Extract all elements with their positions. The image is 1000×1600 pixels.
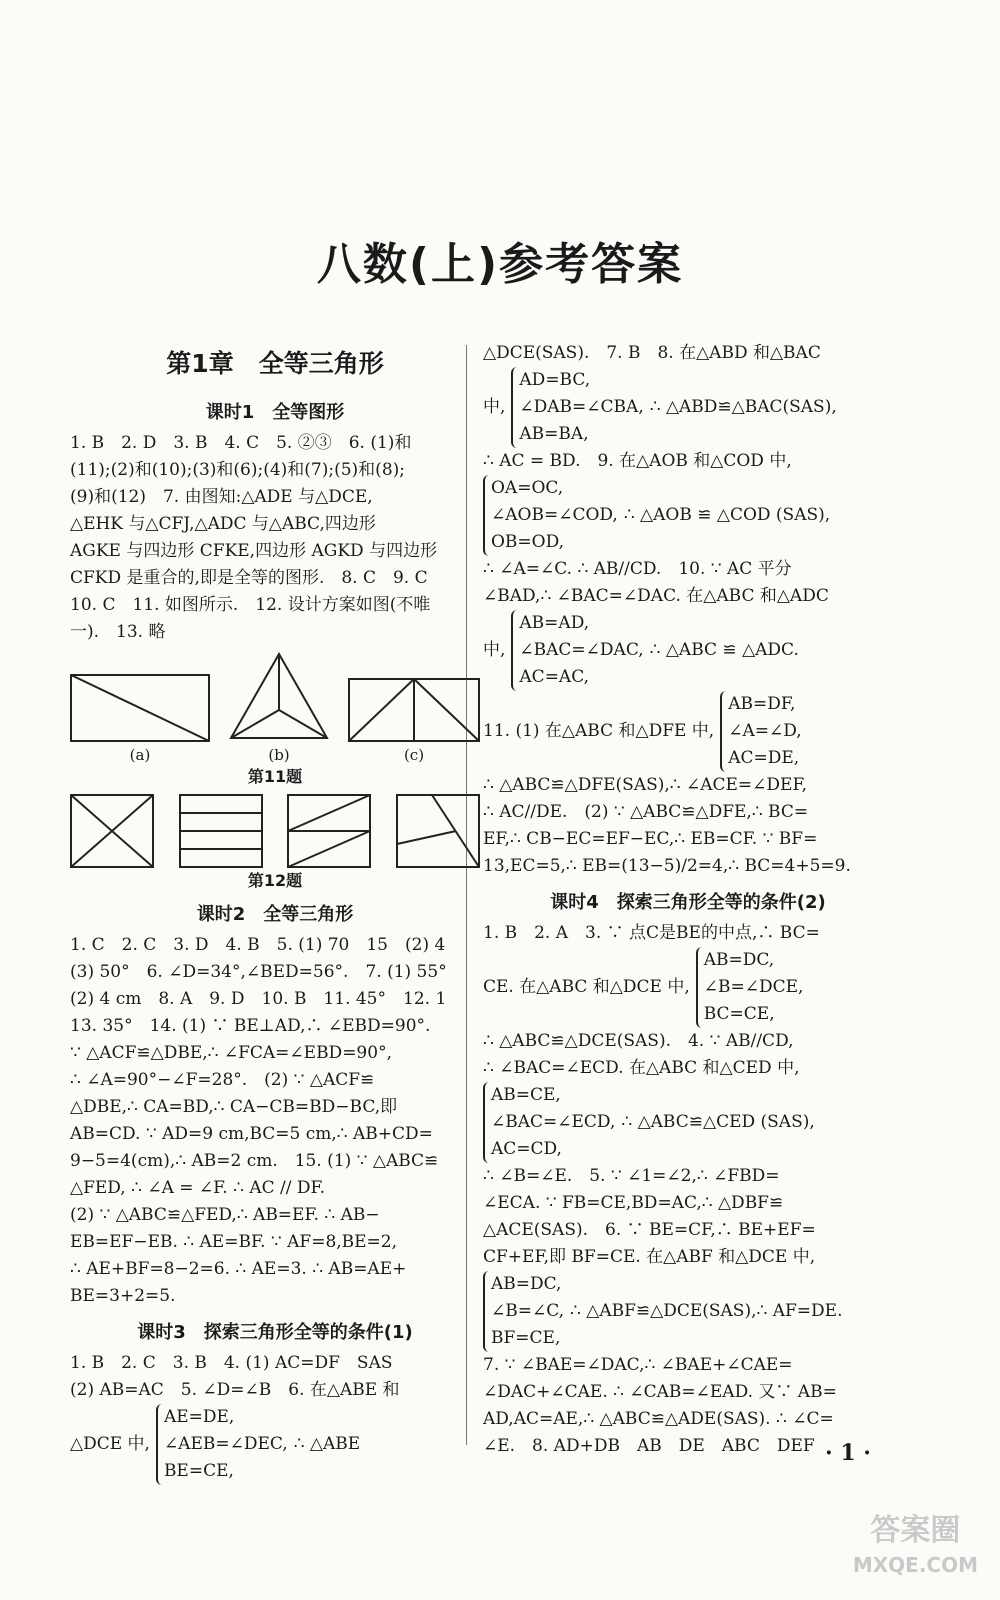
answer-line: △ACE(SAS). 6. ∵ BE=CF,∴ BE+EF= <box>483 1220 816 1240</box>
condition-brace <box>511 610 643 691</box>
figure-12-row <box>70 794 480 868</box>
condition-prefix: 中, <box>483 397 506 417</box>
condition-system <box>483 610 893 691</box>
condition-brace <box>483 1082 615 1163</box>
figure-11a-label: (a) <box>129 746 151 764</box>
condition-system <box>70 1404 480 1485</box>
figure-12b <box>179 794 263 868</box>
answer-line: (2) 4 cm 8. A 9. D 10. B 11. 45° 12. 1 <box>70 989 447 1009</box>
answer-line: ∠BAD,∴ ∠BAC=∠DAC. 在△ABC 和△ADC <box>483 586 829 606</box>
answer-line: ∴ AC//DE. (2) ∵ △ABC≌△DFE,∴ BC= <box>483 802 809 822</box>
condition-system <box>483 1271 893 1352</box>
figure-12c <box>287 794 371 868</box>
condition-item: AB=BA, <box>519 424 589 444</box>
condition-item: AB=DF, <box>728 694 796 714</box>
condition-prefix: 11. (1) 在△ABC 和△DFE 中, <box>483 721 715 741</box>
figure-12-caption: 第12题 <box>247 871 303 890</box>
condition-suffix: ∴ △ABF≌△DCE(SAS),∴ AF=DE. <box>570 1301 843 1321</box>
answer-line: 9−5=4(cm),∴ AB=2 cm. 15. (1) ∵ △ABC≌ <box>70 1151 439 1171</box>
lesson1-heading: 课时1 全等图形 <box>205 402 345 423</box>
answer-line: 1. B 2. C 3. B 4. (1) AC=DF SAS <box>70 1353 393 1373</box>
answer-line: ∴ ∠A=90°−∠F=28°. (2) ∵ △ACF≌ <box>70 1070 375 1090</box>
condition-item: ∠B=∠DCE, <box>703 977 804 997</box>
answer-line: ∴ AC = BD. 9. 在△AOB 和△COD 中, <box>483 451 792 471</box>
condition-item: AC=CD, <box>491 1139 562 1159</box>
condition-brace <box>483 475 618 556</box>
condition-item: AE=DE, <box>163 1407 235 1427</box>
condition-item: BE=CE, <box>163 1461 234 1481</box>
condition-item: OA=OC, <box>491 478 564 498</box>
left-column <box>70 340 480 1485</box>
answer-line: 1. B 2. A 3. ∵ 点C是BE的中点,∴ BC= <box>483 923 820 943</box>
condition-item: ∠B=∠C, <box>491 1301 565 1321</box>
answer-line: AGKE 与四边形 CFKE,四边形 AGKD 与四边形 <box>70 541 438 561</box>
figure-11b <box>229 652 329 764</box>
figure-11b-label: (b) <box>268 746 290 764</box>
figure-11a <box>70 674 210 764</box>
answer-line: ∴ △ABC≌△DFE(SAS),∴ ∠ACE=∠DEF, <box>483 775 808 795</box>
answer-line: EF,∴ CB−EC=EF−EC,∴ EB=CF. ∵ BF= <box>483 829 818 849</box>
watermark-logo <box>853 1514 978 1582</box>
condition-suffix: ∴ △ABE <box>293 1434 361 1454</box>
condition-prefix: △DCE 中, <box>70 1434 150 1454</box>
answer-line: AD,AC=AE,∴ △ABC≌△ADE(SAS). ∴ ∠C= <box>483 1409 834 1429</box>
figure-11c <box>348 678 480 764</box>
answer-line: (2) AB=AC 5. ∠D=∠B 6. 在△ABE 和 <box>70 1380 400 1400</box>
answer-line: 一). 13. 略 <box>70 622 166 642</box>
answer-line: (3) 50° 6. ∠D=34°,∠BED=56°. 7. (1) 55° <box>70 962 447 982</box>
lesson3-heading: 课时3 探索三角形全等的条件(1) <box>137 1322 413 1343</box>
condition-brace <box>483 1271 564 1352</box>
answer-line: 1. B 2. D 3. B 4. C 5. ②③ 6. (1)和 <box>70 433 412 453</box>
condition-item: ∠BAC=∠ECD, <box>491 1112 616 1132</box>
answer-line: ∴ △ABC≌△DCE(SAS). 4. ∵ AB//CD, <box>483 1031 794 1051</box>
condition-item: ∠A=∠D, <box>728 721 802 741</box>
condition-suffix: ∴ △ABC ≌ △ADC. <box>649 640 799 660</box>
answer-line: (2) ∵ △ABC≌△FED,∴ AB=EF. ∴ AB− <box>70 1205 380 1225</box>
answer-line: (9)和(12) 7. 由图知:△ADE 与△DCE, <box>70 487 373 507</box>
answer-line: ∵ △ACF≌△DBE,∴ ∠FCA=∠EBD=90°, <box>70 1043 392 1063</box>
condition-item: OB=OD, <box>491 532 565 552</box>
figure-11-caption: 第11题 <box>247 767 303 786</box>
condition-item: AC=AC, <box>519 667 590 687</box>
condition-suffix: ∴ △ABD≌△BAC(SAS), <box>649 397 837 417</box>
condition-brace <box>720 691 801 772</box>
right-column <box>483 340 893 1460</box>
condition-item: BF=CE, <box>491 1328 561 1348</box>
condition-suffix: ∴ △AOB ≌ △COD (SAS), <box>623 505 831 525</box>
lesson1-body <box>70 430 480 646</box>
condition-item: AB=AD, <box>519 613 590 633</box>
answer-line: BE=3+2=5. <box>70 1286 176 1306</box>
condition-item: AD=BC, <box>519 370 591 390</box>
answer-line: 13,EC=5,∴ EB=(13−5)/2=4,∴ BC=4+5=9. <box>483 856 851 876</box>
chapter-heading: 第1章 全等三角形 <box>166 349 384 378</box>
figure-12a <box>70 794 154 868</box>
lesson3-body <box>70 1350 480 1485</box>
condition-brace <box>156 1404 288 1485</box>
page-number: · 1 · <box>825 1440 871 1466</box>
answer-line: (11);(2)和(10);(3)和(6);(4)和(7);(5)和(8); <box>70 460 405 480</box>
answer-line: 1. C 2. C 3. D 4. B 5. (1) 70 15 (2) 4 <box>70 935 446 955</box>
answer-line: AB=CD. ∵ AD=9 cm,BC=5 cm,∴ AB+CD= <box>70 1124 433 1144</box>
answer-line: △DBE,∴ CA=BD,∴ CA−CB=BD−BC,即 <box>70 1097 398 1117</box>
condition-item: ∠AEB=∠DEC, <box>163 1434 288 1454</box>
condition-system <box>483 367 893 448</box>
condition-prefix: CE. 在△ABC 和△DCE 中, <box>483 977 690 997</box>
watermark-text: 答案圈 <box>870 1513 961 1548</box>
answer-line: ∠ECA. ∵ FB=CE,BD=AC,∴ △DBF≌ <box>483 1193 784 1213</box>
watermark-url: MXQE.COM <box>852 1553 978 1577</box>
answer-line: ∴ ∠A=∠C. ∴ AB//CD. 10. ∵ AC 平分 <box>483 559 792 579</box>
answer-line: △FED, ∴ ∠A = ∠F. ∴ AC // DF. <box>70 1178 326 1198</box>
figure-11c-label: (c) <box>403 746 425 764</box>
condition-brace <box>696 947 804 1028</box>
answer-line: ∠DAC+∠CAE. ∴ ∠CAB=∠EAD. 又∵ AB= <box>483 1382 837 1402</box>
condition-item: AC=DE, <box>728 748 800 768</box>
lesson4-heading: 课时4 探索三角形全等的条件(2) <box>550 892 826 913</box>
condition-item: AB=DC, <box>703 950 775 970</box>
answer-line: 7. ∵ ∠BAE=∠DAC,∴ ∠BAE+∠CAE= <box>483 1355 793 1375</box>
lesson2-heading: 课时2 全等三角形 <box>196 904 354 925</box>
condition-item: BC=CE, <box>703 1004 775 1024</box>
answer-line: △DCE(SAS). 7. B 8. 在△ABD 和△BAC <box>483 343 821 363</box>
answer-line: ∴ AE+BF=8−2=6. ∴ AE=3. ∴ AB=AE+ <box>70 1259 407 1279</box>
condition-item: ∠BAC=∠DAC, <box>519 640 644 660</box>
condition-prefix: 中, <box>483 640 506 660</box>
answer-line: △EHK 与△CFJ,△ADC 与△ABC,四边形 <box>70 514 376 534</box>
answer-line: CFKD 是重合的,即是全等的图形. 8. C 9. C <box>70 568 428 588</box>
condition-system <box>483 947 893 1028</box>
answer-line: EB=EF−EB. ∴ AE=BF. ∵ AF=8,BE=2, <box>70 1232 398 1252</box>
condition-item: ∠AOB=∠COD, <box>491 505 618 525</box>
answer-line: ∴ ∠BAC=∠ECD. 在△ABC 和△CED 中, <box>483 1058 800 1078</box>
lesson2-body <box>70 932 480 1310</box>
answer-line: CF+EF,即 BF=CE. 在△ABF 和△DCE 中, <box>483 1247 816 1267</box>
answer-line: ∠E. 8. AD+DB AB DE ABC DEF <box>483 1436 815 1456</box>
condition-system <box>483 1082 893 1163</box>
condition-item: AB=CE, <box>491 1085 561 1105</box>
condition-item: ∠DAB=∠CBA, <box>519 397 644 417</box>
answer-line: 13. 35° 14. (1) ∵ BE⊥AD,∴ ∠EBD=90°. <box>70 1016 431 1036</box>
condition-item: AB=DC, <box>491 1274 562 1294</box>
figure-12d <box>396 794 480 868</box>
condition-suffix: ∴ △ABC≌△CED (SAS), <box>621 1112 815 1132</box>
condition-brace <box>511 367 643 448</box>
figure-11-row <box>70 652 480 764</box>
answer-line: 10. C 11. 如图所示. 12. 设计方案如图(不唯 <box>70 595 431 615</box>
condition-system <box>483 691 893 772</box>
answer-line: ∴ ∠B=∠E. 5. ∵ ∠1=∠2,∴ ∠FBD= <box>483 1166 780 1186</box>
condition-system <box>483 475 893 556</box>
page-title: 八数(上)参考答案 <box>316 239 684 290</box>
